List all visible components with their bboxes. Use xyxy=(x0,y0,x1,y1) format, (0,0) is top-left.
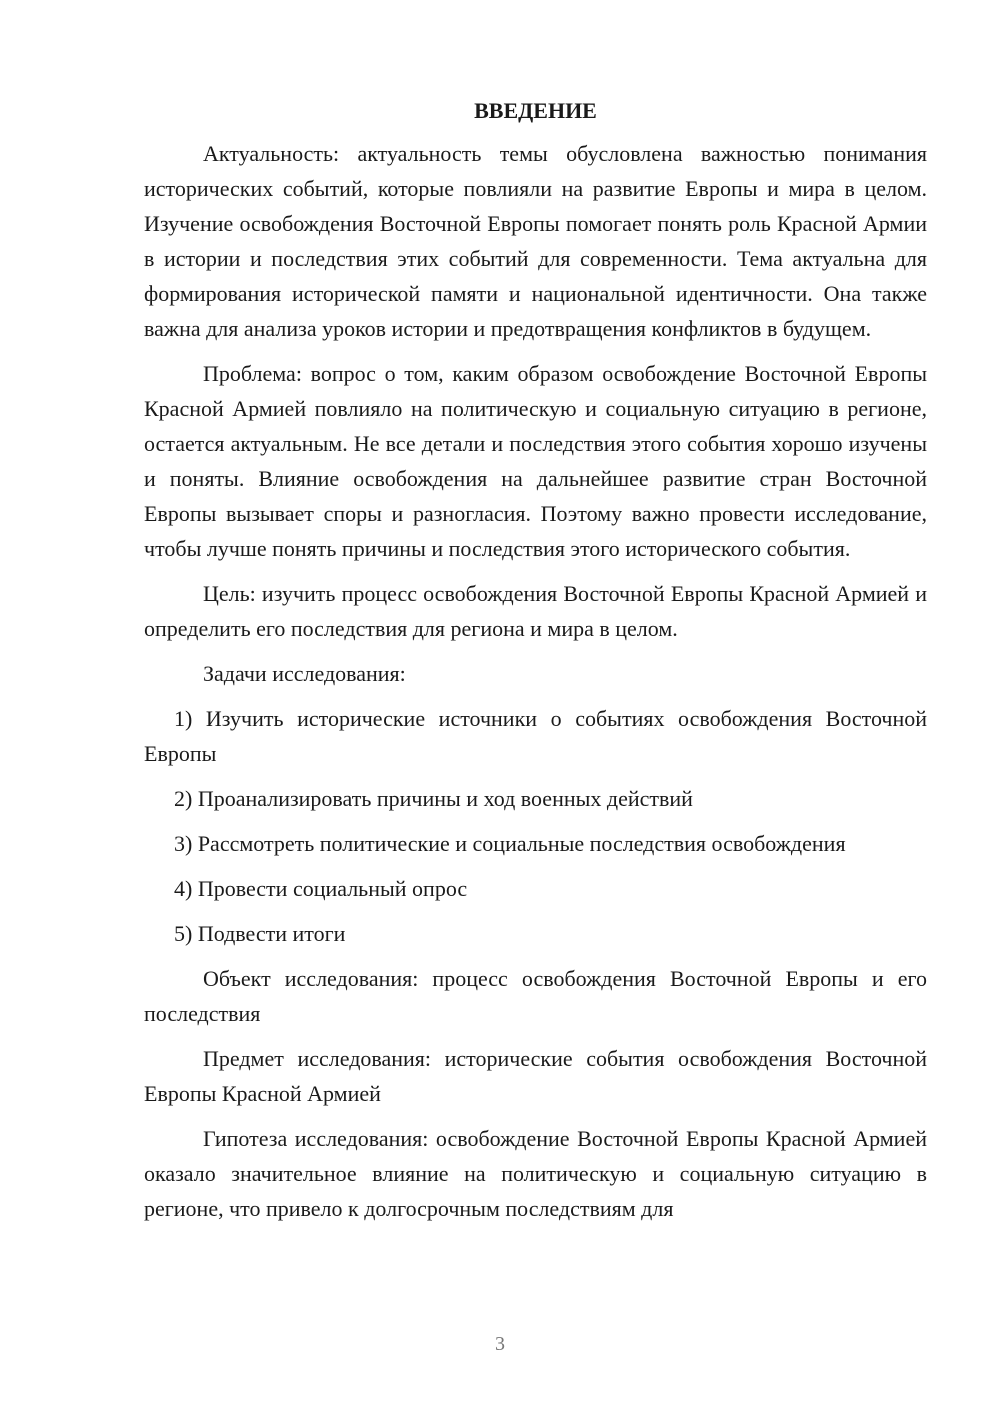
task-item: 3) Рассмотреть политические и социальные последствия освобождения xyxy=(174,831,846,856)
task-item: 2) Проанализировать причины и ход военных действий xyxy=(174,786,693,811)
paragraph-problem: Проблема: вопрос о том, каким образом освобождение Восточной Европы Красной Армией повлияло на политическую и социальную ситуацию в регионе, остается актуальным. Не все детали и последствия этого события хорошо изучены и поняты. Влияние освобождения на дальнейшее развитие стран Восточной Европы вызывает споры и разногласия. Поэтому важно провести исследование, чтобы лучше понять причины и последствия этого исторического события. xyxy=(144,361,927,561)
task-item: 1) Изучить исторические источники о событиях освобождения Восточной Европы xyxy=(144,706,927,766)
document-page xyxy=(144,96,927,1236)
page-number: 3 xyxy=(495,1333,505,1355)
paragraph-object: Объект исследования: процесс освобождения Восточной Европы и его последствия xyxy=(144,966,927,1026)
task-item: 4) Провести социальный опрос xyxy=(174,876,468,901)
paragraph-hypothesis: Гипотеза исследования: освобождение Восточной Европы Красной Армией оказало значительное влияние на политическую и социальную ситуацию в регионе, что привело к долгосрочным последствиям для xyxy=(144,1126,927,1221)
paragraph-goal: Цель: изучить процесс освобождения Восточной Европы Красной Армией и определить его последствия для региона и мира в целом. xyxy=(144,581,927,641)
paragraph-subject: Предмет исследования: исторические события освобождения Восточной Европы Красной Армией xyxy=(144,1046,927,1106)
task-item: 5) Подвести итоги xyxy=(174,921,346,946)
tasks-heading: Задачи исследования: xyxy=(203,661,406,686)
page-title: ВВЕДЕНИЕ xyxy=(474,98,597,123)
paragraph-relevance: Актуальность: актуальность темы обусловлена важностью понимания исторических событий, которые повлияли на развитие Европы и мира в целом. Изучение освобождения Восточной Европы помогает понять роль Красной Армии в истории и последствия этих событий для современности. Тема актуальна для формирования исторической памяти и национальной идентичности. Она также важна для анализа уроков истории и предотвращения конфликтов в будущем. xyxy=(144,141,927,341)
